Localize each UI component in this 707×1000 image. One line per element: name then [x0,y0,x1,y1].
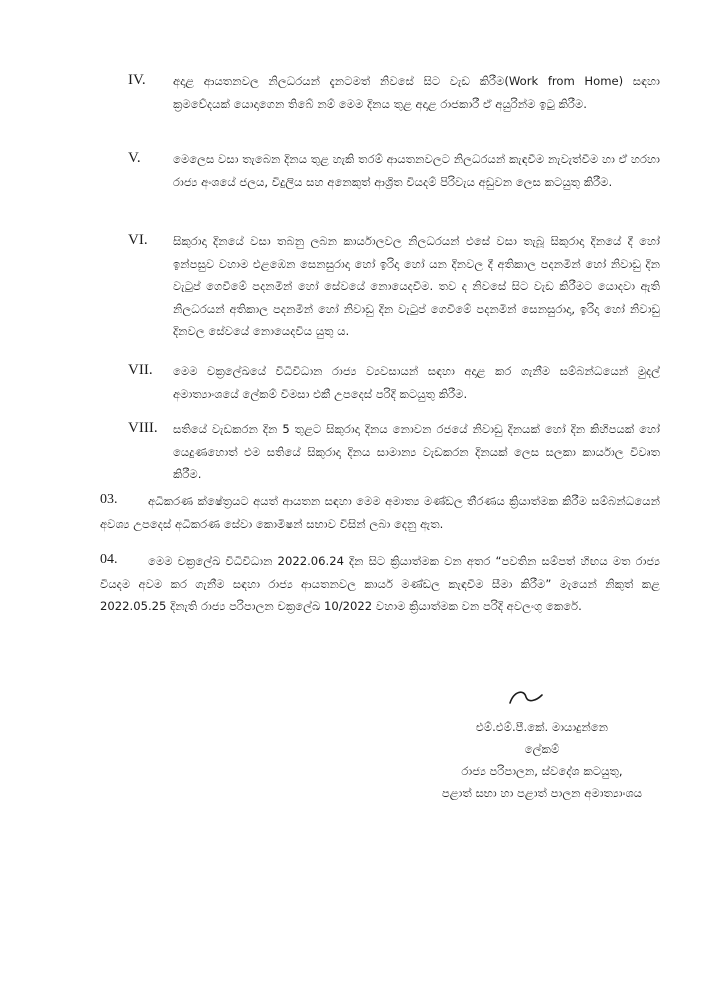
signature-block [392,716,692,804]
item-number: IV. [128,72,146,88]
list-item-v [100,148,660,193]
paragraph-text: මෙම චක්‍රලේඛ විධිවිධාන 2022.06.24 දින සිට ක්‍රියාත්මක වන අතර “පවතින සම්පත් හිඟය මත රාජ්‍ය වියදම අවම කර ගැනීම සඳහා රාජ්‍ය ආයතනවල කාර්ය මණ්ඩල කැඳවීම සීමා කිරීම” මැයෙන් නිකුත් කළ 2022.05.25 දිනැති රාජ්‍ය පරිපාලන චක්‍රලේඛ 10/2022 වහාම ක්‍රියාත්මක වන පරිදි අවලංගු කෙරේ. [100,554,660,613]
paragraph-number: 03. [100,492,118,507]
item-text: සතියේ වැඩකරන දින 5 තුළට සිකුරාදා දිනය නොවන රජයේ නිවාඩු දිනයක් හෝ දින කිහිපයක් හෝ යෙදුණහොත් එම සතියේ සිකුරාදා දිනය සාමාන්‍ය වැඩකරන දිනයක් ලෙස සලකා කාර්යාල විවෘත කිරීම. [173,422,660,481]
paragraph-03 [100,490,660,535]
item-number: VIII. [128,420,158,436]
list-item-viii [100,418,660,486]
item-text: අදාළ ආයතනවල නිලධරයන් දැනටමත් නිවසේ සිට වැඩ කිරීම(Work from Home) සඳහා ක්‍රමවේදයක් යොදාගෙන තිබේ නම් මෙම දිනය තුළ අදාළ රාජකාරී ඒ අයුරින්ම ඉටු කිරීම. [173,74,660,111]
signatory-title: ලේකම් [524,742,560,756]
handwritten-signature [500,683,560,713]
list-item-iv [100,70,660,115]
item-text: සිකුරාදා දිනයේ වසා තබනු ලබන කාර්යාලවල නිලධරයන් එසේ වසා තැබූ සිකුරාදා දිනයේ දී හෝ ඉන්පසුව වහාම එළඹෙන සෙනසුරාදා හෝ ඉරිදා හෝ යන දිනවල දී අතිකාල පදනමින් හෝ නිවාඩු දින වැටුප් ගෙවීමේ පදනමින් හෝ සේවයේ නොයෙදවීම. තව ද නිවසේ සිට වැඩ කිරීමට යොදවා ඇති නිලධරයන් අතිකාල පදනමින් හෝ නිවාඩු දින වැටුප් ගෙවීමේ පදනමින් සෙනසුරාදා, ඉරිදා හෝ නිවාඩු දිනවල සේවයේ නොයෙදවිය යුතු ය. [173,234,660,338]
paragraph-04 [100,550,660,618]
item-text: මෙම චක්‍රලේඛයේ විධිවිධාන රාජ්‍ය ව්‍යවසායන් සඳහා අදාළ කර ගැනීම සම්බන්ධයෙන් මුදල් අමාත්‍යාංශයේ ලේකම් විමසා එකී උපදෙස් පරිදි කටයුතු කිරීම. [173,364,660,401]
paragraph-number: 04. [100,552,118,567]
item-number: VII. [128,362,153,378]
ministry-line-2: පළාත් සභා හා පළාත් පාලන අමාත්‍යාංශය [441,786,643,800]
ministry-line-1: රාජ්‍ය පරිපාලන, ස්වදේශ කටයුතු, [461,764,623,778]
list-item-vii [100,360,660,405]
item-number: VI. [128,232,148,248]
signatory-name: එම්.එම්.පී.කේ. මායාදුන්නෙ [475,720,609,734]
item-text: මෙලෙස වසා තැබෙන දිනය තුළ හැකි තරම් ආයතනවලට නිලධරයන් කැඳවීම නැවැත්වීම හා ඒ හරහා රාජ්‍ය අංශයේ ජලය, විදුලිය සහ අනෙකුත් ආශ්‍රිත වියදම් පිරිවැය අඩුවන ලෙස කටයුතු කිරීම. [173,152,660,189]
item-number: V. [128,150,141,166]
list-item-vi [100,230,660,343]
paragraph-text: අධිකරණ ක්ෂේත්‍රයට අයත් ආයතන සඳහා මෙම අමාත්‍ය මණ්ඩල තීරණය ක්‍රියාත්මක කිරීම සම්බන්ධයෙන් අවශ්‍ය උපදෙස් අධිකරණ සේවා කොමිෂන් සභාව විසින් ලබා දෙනු ඇත. [100,494,660,531]
